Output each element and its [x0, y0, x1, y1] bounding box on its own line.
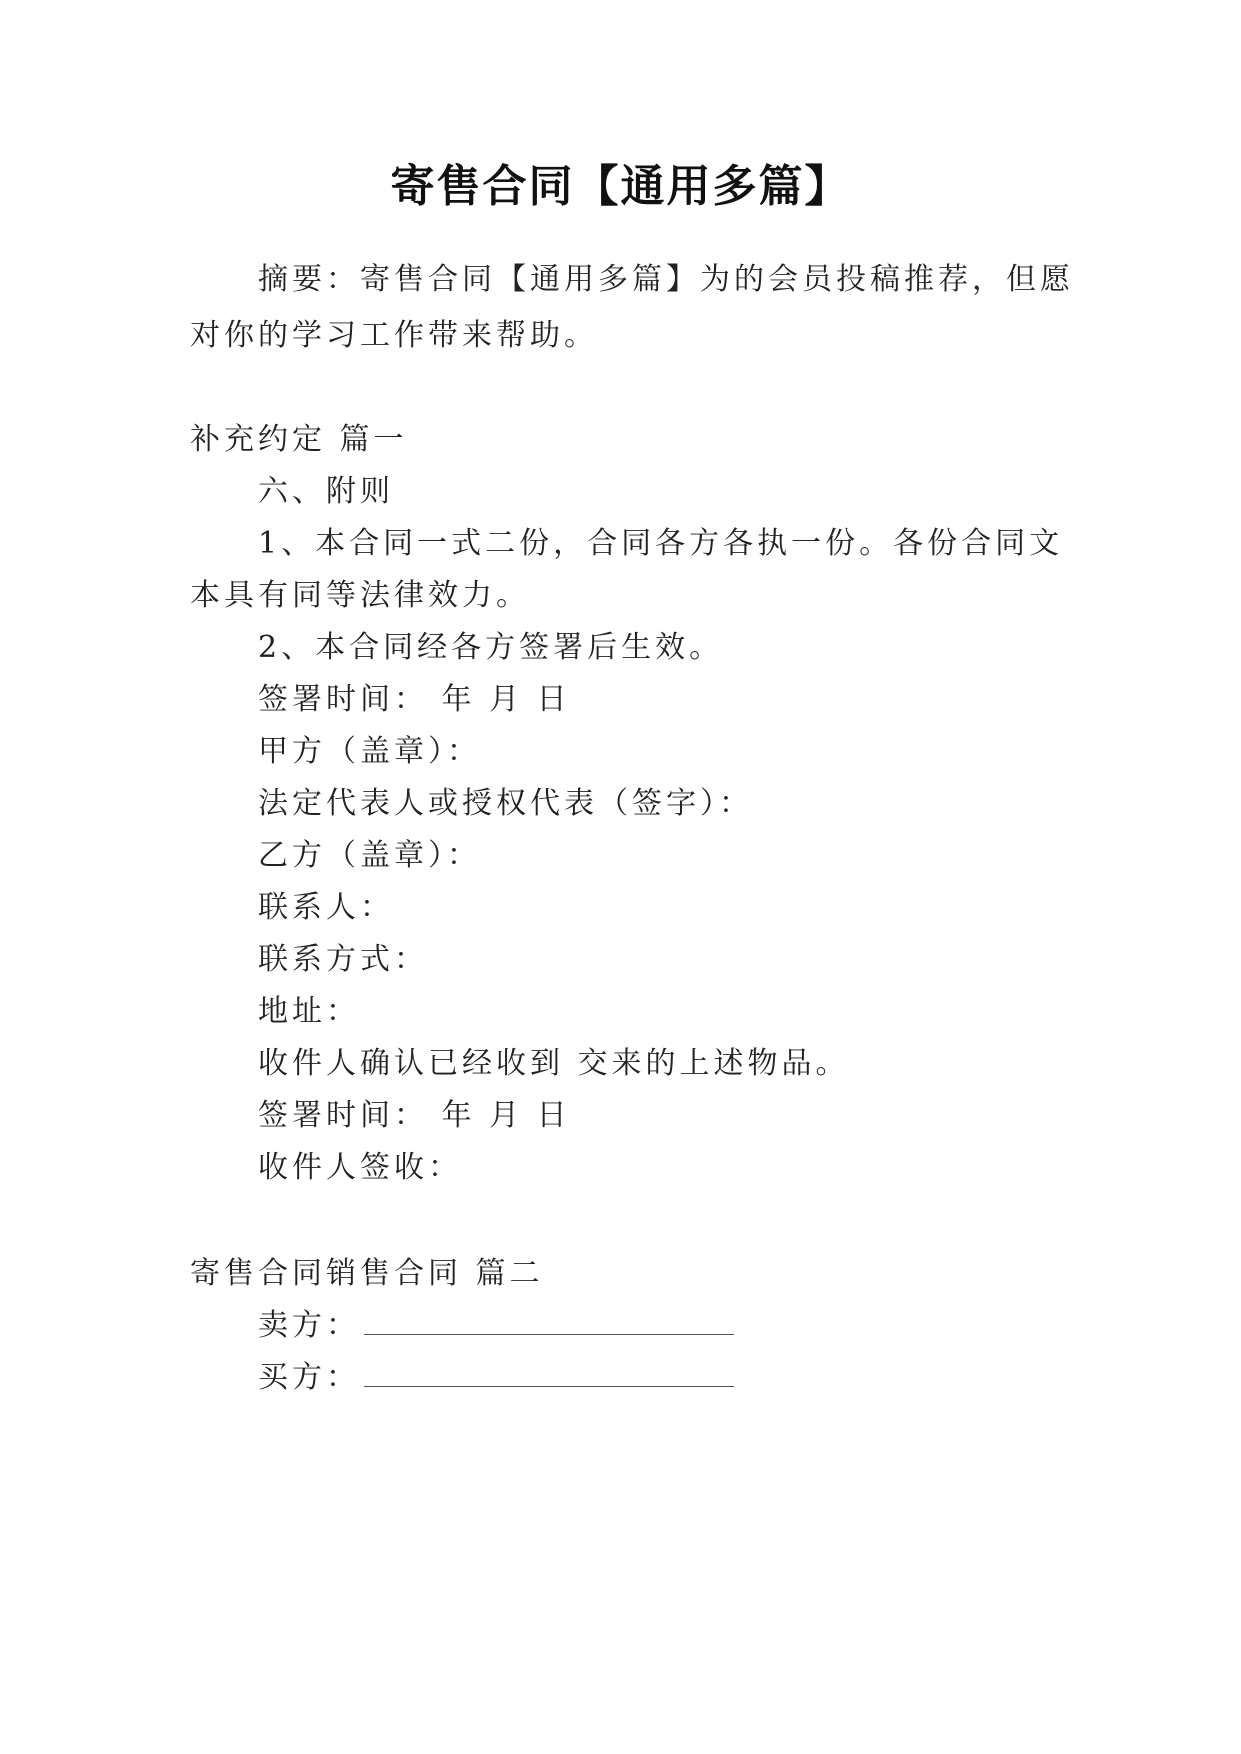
party-a: 甲方（盖章）：	[258, 734, 481, 769]
receipt-confirm: 收件人确认已经收到 交来的上述物品。	[258, 1046, 850, 1081]
document-title: 寄售合同【通用多篇】	[390, 161, 851, 212]
part1-heading: 补充约定 篇一	[190, 422, 408, 457]
abstract-line-2: 对你的学习工作带来帮助。	[190, 318, 598, 353]
section-heading: 六、附则	[258, 474, 394, 509]
clause-1-line-2: 本具有同等法律效力。	[190, 578, 530, 613]
buyer-label: 买方：	[258, 1360, 360, 1395]
seller-label: 卖方：	[258, 1308, 360, 1343]
contact-method: 联系方式：	[258, 942, 428, 977]
representative: 法定代表人或授权代表（签字）：	[258, 786, 753, 821]
buyer-blank-line	[364, 1360, 734, 1387]
seller-row	[258, 1308, 734, 1344]
receiver-sign: 收件人签收：	[258, 1150, 462, 1185]
seller-blank-line	[364, 1308, 734, 1335]
address: 地址：	[258, 994, 360, 1029]
buyer-row	[258, 1360, 734, 1396]
sign-time-2: 签署时间： 年 月 日	[258, 1098, 571, 1133]
party-b: 乙方（盖章）：	[258, 838, 481, 873]
abstract-line-1: 摘要：寄售合同【通用多篇】为的会员投稿推荐，但愿	[258, 262, 1074, 297]
sign-time-1: 签署时间： 年 月 日	[258, 682, 571, 717]
contact-person: 联系人：	[258, 890, 394, 925]
clause-2: 2、本合同经各方签署后生效。	[258, 630, 724, 665]
part2-heading: 寄售合同销售合同 篇二	[190, 1256, 544, 1291]
clause-1-line-1: 1、本合同一式二份，合同各方各执一份。各份合同文	[258, 526, 1064, 561]
